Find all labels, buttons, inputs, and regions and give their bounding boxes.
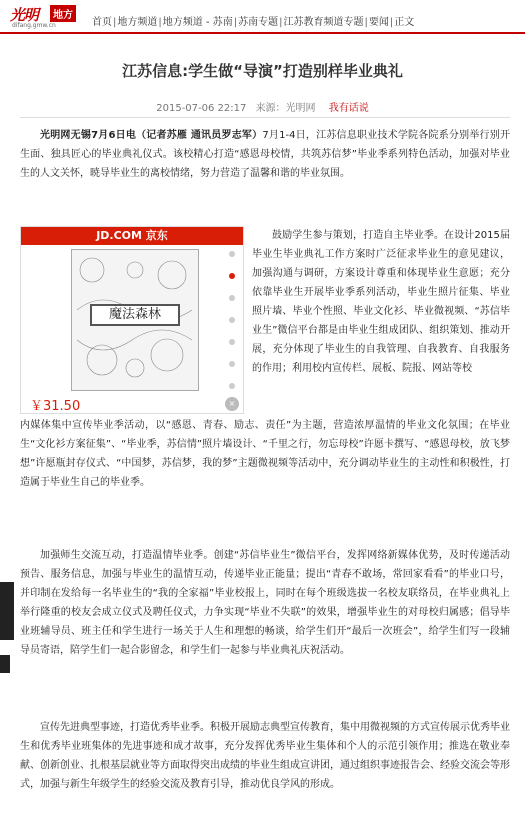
article-paragraph-4: 宣传先进典型事迹，打造优秀毕业季。积极开展励志典型宣传教育，集中用微视频的方式宣传展示优秀毕业生和优秀毕业班集体的先进事迹和成才故事，充分发挥优秀毕业生集体和个人的示范引领作用；推选在敬业奉献、创新创业、扎根基层就业等方面取得突出成绩的毕业生组成宣讲团，通过组织事迹报告会、经验交流会等形式，加强与新生年级学生的经验交流及教育引导，推动优良学风的形成。 xyxy=(20,722,510,790)
article-paragraph-2b: 内媒体集中宣传毕业季活动，以“感恩、青春、励志、责任”为主题，营造浓厚温情的毕业文化氛围；在毕业生“文化衫方案征集”、“毕业季，苏信情”照片墙设计、“千里之行，勿忘母校”许愿卡撰写、“感恩母校，放飞梦想”许愿瓶封存仪式、“中国梦，苏信梦，我的梦”主题微视频等活动中，充分调动毕业生的主动性和积极性，打造属于毕业生自己的毕业季。 xyxy=(20,420,510,488)
carousel-dot[interactable] xyxy=(229,383,235,389)
article-paragraph-lead xyxy=(20,126,510,183)
carousel-dot[interactable] xyxy=(229,317,235,323)
jd-logo: JD.COM 京东 xyxy=(21,227,243,245)
article-paragraph-2a: 鼓励学生参与策划，打造自主毕业季。在设计2015届毕业生毕业典礼工作方案时广泛征求毕业生的意见建议，加强沟通与调研，方案设计尊重和体现毕业生意愿；充分依靠毕业生开展毕业季系列活动，毕业生照片征集、毕业照片墙、毕业个性照、毕业文化衫、毕业微视频、“苏信毕业生”微信平台都是由毕业生组成团队、组织策划、推动开展，充分体现了毕业生的自我管理、自我教育、自我服务的作用；利用校内宣传栏、展板、院报、网站等校 xyxy=(252,230,510,374)
ad-price: ￥31.50 xyxy=(30,399,81,414)
breadcrumb: 首页|地方频道|地方频道 - 苏南|苏南专题|江苏教育频道专题|要闻|正文 xyxy=(92,17,415,28)
site-logo[interactable] xyxy=(10,4,90,30)
article-title: 江苏信息:学生做“导演”打造别样毕业典礼 xyxy=(122,62,403,80)
logo-mark: 光明 xyxy=(10,6,39,24)
ad-book-title: 魔法森林 xyxy=(90,304,180,326)
logo-domain: difang.gmw.cn xyxy=(12,22,56,29)
breadcrumb-local[interactable]: 地方频道 xyxy=(117,17,158,28)
ad-product-image[interactable] xyxy=(71,249,199,391)
ad-close-icon[interactable]: × xyxy=(225,397,239,411)
publish-date: 2015-07-06 22:17 xyxy=(156,103,247,114)
article-source: 来源：光明网 xyxy=(255,103,316,114)
top-bar xyxy=(0,0,525,34)
carousel-dot-active[interactable] xyxy=(229,273,235,279)
jd-ad-banner[interactable] xyxy=(20,226,244,414)
article-meta xyxy=(0,99,525,114)
carousel-dot[interactable] xyxy=(229,361,235,367)
carousel-dot[interactable] xyxy=(229,339,235,345)
floating-sidebar-mark xyxy=(0,655,10,673)
breadcrumb-sunan[interactable]: 地方频道 - 苏南 xyxy=(162,17,233,28)
dateline: 光明网无锡7月6日电（记者苏雁 通讯员罗志军） xyxy=(40,130,263,141)
carousel-dot[interactable] xyxy=(229,251,235,257)
breadcrumb-edu-topics[interactable]: 江苏教育频道专题 xyxy=(283,17,364,28)
lead-text: 7月1-4日，江苏信息职业技术学院各院系分别举行别开生面、独具匠心的毕业典礼仪式。该校精心打造“感恩母校情，共筑苏信梦”毕业季系列特色活动，加强对毕业生的人文关怀，暁导毕业生的离校情绪，努力营造了温馨和谐的毕业氛围。 xyxy=(20,130,510,179)
breadcrumb-home[interactable]: 首页 xyxy=(92,17,112,28)
comment-link[interactable]: 我有话说 xyxy=(328,103,369,114)
article-paragraph-3: 加强师生交流互动，打造温情毕业季。创建“苏信毕业生”微信平台，发挥网络新媒体优势，及时传递活动预告、服务信息，加强与毕业生的温情互动，传递毕业正能量；提出“青春不敢场，常回家看看”的毕业口号，并印制在发给每一名毕业生的“我的全家福”毕业校报上，同时在每个班级选拔一名校友联络员，在毕业典礼上举行隆重的校友会成立仪式及聘任仪式，力争实现“毕业不失联”的效果，增强毕业生的对母校归属感；倡导毕业班辅导员、班主任和学生进行一场关于人生和理想的畅谈，给学生们开“最后一次班会”，给学生们写一段辅导员寄语，陪学生们一起合影留念，和学生们一起参与毕业典礼庆祝活动。 xyxy=(20,550,510,656)
breadcrumb-current: 正文 xyxy=(394,17,415,28)
carousel-dot[interactable] xyxy=(229,295,235,301)
logo-channel: 地方 xyxy=(50,5,76,22)
breadcrumb-news[interactable]: 要闻 xyxy=(368,17,389,28)
floating-sidebar-tab[interactable] xyxy=(0,582,14,640)
carousel-dots xyxy=(227,251,237,401)
breadcrumb-sunan-topics[interactable]: 苏南专题 xyxy=(238,17,279,28)
title-divider xyxy=(20,117,510,118)
